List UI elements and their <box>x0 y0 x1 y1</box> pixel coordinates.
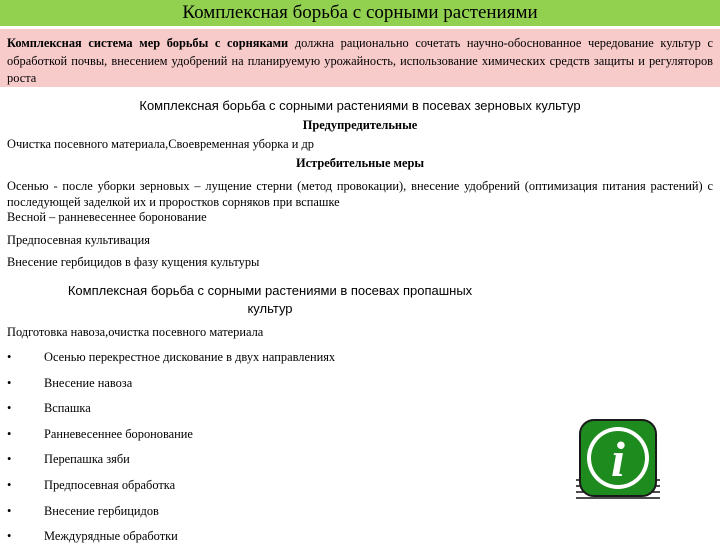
list-item-text: Осенью перекрестное дискование в двух направлениях <box>44 350 336 364</box>
herbicide-text: Внесение гербицидов в фазу кущения культуры <box>7 255 260 269</box>
info-icon-letter: i <box>611 431 625 487</box>
bullet-dot: • <box>7 529 12 544</box>
preventive-heading: Предупредительные <box>302 118 418 132</box>
spring-text: Весной – ранневесеннее боронование <box>7 210 207 224</box>
row-crops-heading-line1: Комплексная борьба с сорными растениями в посевах пропашных <box>67 283 473 298</box>
bullet-dot: • <box>7 401 12 416</box>
list-item-text: Ранневесеннее боронование <box>44 426 193 441</box>
row-crops-heading-line2: культур <box>247 301 293 316</box>
list-item-text: Вспашка <box>44 401 91 416</box>
intro-paragraph <box>7 35 713 88</box>
presowing-text: Предпосевная культивация <box>7 233 150 247</box>
bullet-dot: • <box>7 503 12 518</box>
row-crops-intro: Подготовка навоза,очистка посевного материала <box>7 325 264 339</box>
slide-title: Комплексная борьба с сорными растениями <box>0 0 720 26</box>
list-item-text: Предпосевная обработка <box>44 478 176 492</box>
bullet-dot: • <box>7 452 12 467</box>
bullet-dot: • <box>7 350 12 364</box>
autumn-text: Осенью - после уборки зерновых – лущение стерни (метод провокации), внесение удобрений (оптимизация питания растений) с последующей заделкой их и проростков сорняков при вспашке <box>7 179 713 209</box>
bullet-dot: • <box>7 375 12 390</box>
exterminating-heading: Истребительные меры <box>295 156 425 170</box>
list-item-text: Перепашка зяби <box>44 452 130 467</box>
bullet-dot: • <box>7 478 12 492</box>
row-crops-heading <box>0 282 540 318</box>
list-item-text: Внесение навоза <box>44 375 133 390</box>
grain-heading: Комплексная борьба с сорными растениями в посевах зерновых культур <box>139 98 581 113</box>
list-item-text: Внесение гербицидов <box>44 503 159 518</box>
preventive-text: Очистка посевного материала,Своевременная уборка и др <box>7 137 314 151</box>
intro-lead: Комплексная система мер борьбы с сорняками <box>7 36 289 50</box>
list-item-text: Междурядные обработки <box>44 529 178 544</box>
intro-text: должна рационально сочетать научно-обоснованное чередование культур с обработкой почвы, внесением удобрений на планируемую урожайность, использование химических средств защиты и регуляторов роста <box>7 36 713 85</box>
info-icon <box>576 418 660 504</box>
bullet-dot: • <box>7 426 12 441</box>
